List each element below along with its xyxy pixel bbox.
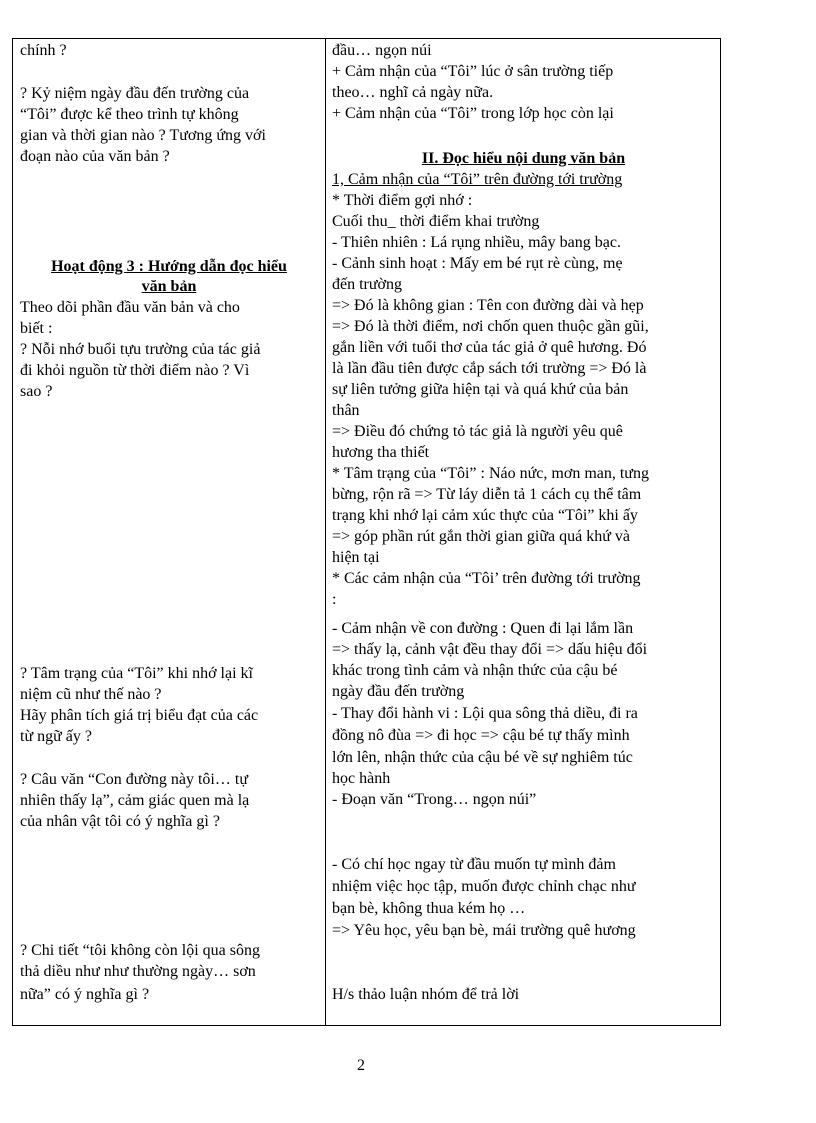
right-text-line: theo… nghĩ cả ngày nữa. [332, 84, 494, 101]
right-text-line: Cuối thu_ thời điểm khai trường [332, 213, 540, 230]
right-text-line: thân [332, 402, 360, 419]
right-text-line: hương tha thiết [332, 444, 430, 461]
right-text-line: sự liên tưởng giữa hiện tại và quá khứ của bản [332, 381, 629, 398]
left-text-line: Hãy phân tích giá trị biểu đạt của các [20, 707, 259, 724]
right-text-line: hiện tại [332, 549, 380, 566]
left-text-line: niệm cũ như thế nào ? [20, 686, 162, 703]
right-text-line: đến trường [332, 276, 403, 293]
right-text-line: - Thay đổi hành vi : Lội qua sông thả diều, đi ra [332, 705, 638, 722]
right-text-line: * Các cảm nhận của “Tôi’ trên đường tới trường [332, 570, 641, 587]
right-text-line: đầu… ngọn núi [332, 42, 432, 59]
right-text-line: khác trong tình cảm và nhận thức của cậu bé [332, 662, 618, 679]
left-text-line: ? Chi tiết “tôi không còn lội qua sông [20, 942, 260, 959]
right-text-line: gắn liền với tuổi thơ của tác giả ở quê hương. Đó [332, 339, 647, 356]
right-text-line: lớn lên, nhận thức của cậu bé về sự nghiêm túc [332, 749, 633, 766]
right-text-line: - Cảnh sinh hoạt : Mấy em bé rụt rè cùng, mẹ [332, 255, 623, 272]
left-text-line: ? Nỗi nhớ buổi tựu trường của tác giả [20, 341, 261, 358]
right-text-line: - Thiên nhiên : Lá rụng nhiều, mây bang bạc. [332, 234, 621, 251]
activity-heading: văn bản [141, 278, 197, 295]
column-divider [325, 39, 326, 1025]
left-text-line: nhiên thấy lạ”, cảm giác quen mà lạ [20, 792, 250, 809]
left-text-line: ? Câu văn “Con đường này tôi… tự [20, 771, 248, 788]
left-text-line: đi khỏi nguồn từ thời điểm nào ? Vì [20, 362, 250, 379]
right-text-line: * Thời điểm gợi nhớ : [332, 192, 473, 209]
right-text-line: : [332, 591, 337, 608]
right-text-line: => góp phần rút gắn thời gian giữa quá khứ và [332, 528, 631, 545]
right-text-line: ngày đầu đến trường [332, 683, 465, 700]
right-text-line: => Điều đó chứng tỏ tác giả là người yêu quê [332, 423, 623, 440]
right-text-line: => Yêu học, yêu bạn bè, mái trường quê hương [332, 922, 636, 939]
right-text-line: => Đó là không gian : Tên con đường dài và hẹp [332, 297, 644, 314]
right-text-line: => thấy lạ, cảnh vật đều thay đổi => dấu hiệu đổi [332, 641, 648, 658]
lesson-table [12, 38, 721, 1026]
right-text-line: đồng nô đùa => đi học => cậu bé tự thấy mình [332, 727, 630, 744]
left-text-line: nữa” có ý nghĩa gì ? [20, 986, 150, 1003]
right-text-line: - Đoạn văn “Trong… ngọn núi” [332, 791, 537, 808]
left-text-line: đoạn nào của văn bản ? [20, 148, 170, 165]
left-text-line: của nhân vật tôi có ý nghĩa gì ? [20, 813, 220, 830]
right-text-line: - Cảm nhận về con đường : Quen đi lại lắm lần [332, 620, 634, 637]
right-text-line: + Cảm nhận của “Tôi” lúc ở sân trường tiếp [332, 63, 614, 80]
right-text-line: * Tâm trạng của “Tôi” : Náo nức, mơn man, tưng [332, 465, 649, 482]
left-text-line: “Tôi” được kể theo trình tự không [20, 106, 239, 123]
left-text-line: ? Kỷ niệm ngày đầu đến trường của [20, 85, 250, 102]
right-text-line: - Có chí học ngay từ đầu muốn tự mình đảm [332, 856, 616, 873]
right-text-line: + Cảm nhận của “Tôi” trong lớp học còn lại [332, 105, 614, 122]
right-text-line: học hành [332, 770, 391, 787]
right-text-line: nhiệm việc học tập, muốn được chỉnh chạc như [332, 878, 636, 895]
right-text-line: bừng, rộn rã => Từ láy diễn tả 1 cách cụ thể tâm [332, 486, 642, 503]
subsection-heading: 1, Cảm nhận của “Tôi” trên đường tới trường [332, 171, 623, 188]
right-text-line: => Đó là thời điểm, nơi chốn quen thuộc gần gũi, [332, 318, 649, 335]
discussion-note: H/s thảo luận nhóm để trả lời [332, 986, 520, 1003]
left-text-line: từ ngữ ấy ? [20, 728, 92, 745]
right-text-line: là lần đầu tiên được cắp sách tới trường => Đó là [332, 360, 647, 377]
page-number: 2 [357, 1057, 365, 1074]
left-text-line: chính ? [20, 42, 67, 59]
left-text-line: thả diều như như thường ngày… sơn [20, 963, 256, 980]
left-text-line: gian và thời gian nào ? Tương ứng với [20, 127, 266, 144]
left-text-line: Theo dõi phần đầu văn bản và cho [20, 299, 240, 316]
activity-heading: Hoạt động 3 : Hướng dẫn đọc hiểu [51, 258, 287, 275]
left-text-line: ? Tâm trạng của “Tôi” khi nhớ lại kĩ [20, 665, 253, 682]
section-heading: II. Đọc hiểu nội dung văn bản [421, 150, 626, 167]
right-text-line: trạng khi nhớ lại cảm xúc thực của “Tôi” khi ấy [332, 507, 638, 524]
right-text-line: bạn bè, không thua kém họ … [332, 900, 526, 917]
left-text-line: biết : [20, 320, 53, 337]
left-text-line: sao ? [20, 383, 53, 400]
